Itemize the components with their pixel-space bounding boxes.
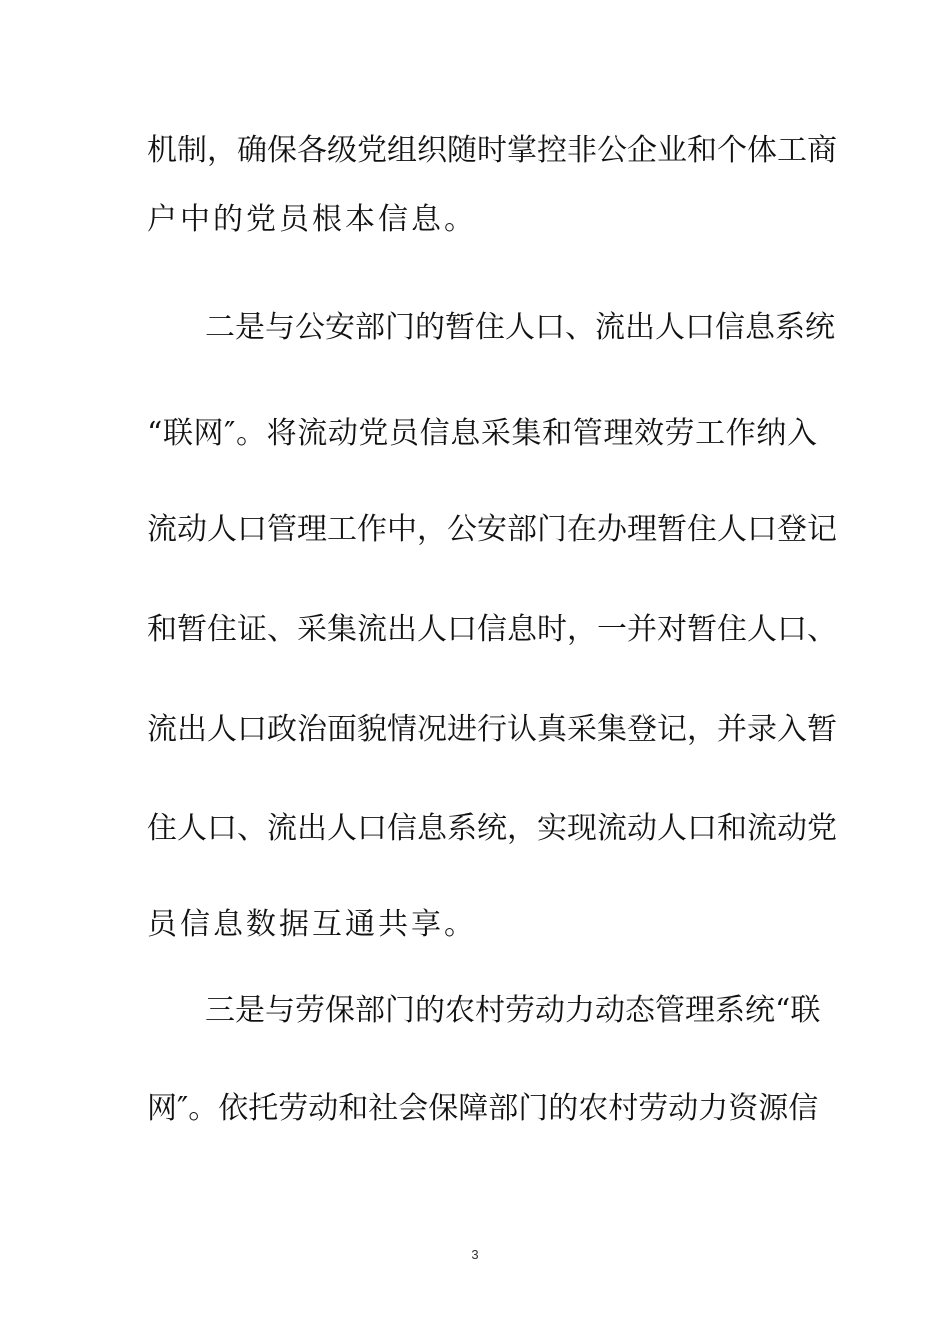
text-line-2: 户中的党员根本信息。: [147, 202, 477, 237]
paragraph-3-line-2: 网″。依托劳动和社会保障部门的农村劳动力资源信: [147, 1091, 819, 1126]
paragraph-2-line-1: 二是与公安部门的暂住人口、流出人口信息系统: [205, 310, 835, 345]
paragraph-2-line-7: 员信息数据互通共享。: [147, 907, 477, 942]
paragraph-3-line-1: 三是与劳保部门的农村劳动力动态管理系统“联: [205, 993, 821, 1028]
paragraph-2-line-2: “联网″。将流动党员信息采集和管理效劳工作纳入: [147, 416, 817, 451]
paragraph-2-line-5: 流出人口政治面貌情况进行认真采集登记，并录入暂: [147, 712, 837, 747]
page-number: 3: [471, 1247, 479, 1262]
text-line-1: 机制，确保各级党组织随时掌控非公企业和个体工商: [147, 133, 837, 168]
paragraph-2-line-6: 住人口、流出人口信息系统，实现流动人口和流动党: [147, 811, 837, 846]
paragraph-2-line-3: 流动人口管理工作中，公安部门在办理暂住人口登记: [147, 512, 837, 547]
paragraph-2-line-4: 和暂住证、采集流出人口信息时，一并对暂住人口、: [147, 612, 837, 647]
